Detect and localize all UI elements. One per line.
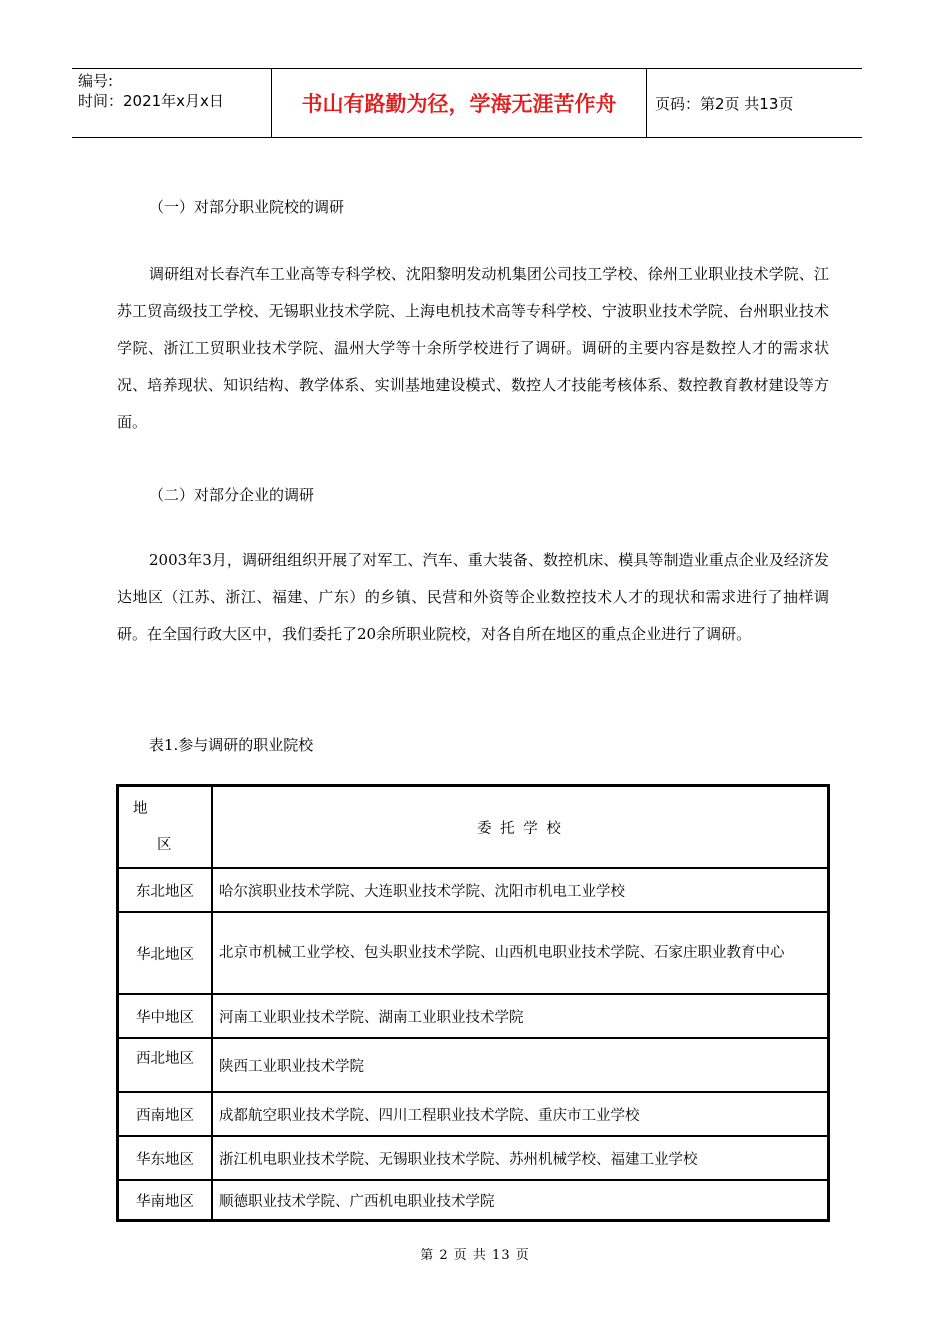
header-region-cell [118, 786, 212, 868]
section-body-1: 调研组对长春汽车工业高等专科学校、沈阳黎明发动机集团公司技工学校、徐州工业职业技术学院、江苏工贸高级技工学校、无锡职业技术学院、上海电机技术高等专科学校、宁波职业技术学院、台州职业技术学院、浙江工贸职业技术学院、温州大学等十余所学校进行了调研。调研的主要内容是数控人才的需求状况、培养现状、知识结构、教学体系、实训基地建设模式、数控人才技能考核体系、数控教育教材建设等方面。 [117, 265, 829, 431]
section-title-2: （二）对部分企业的调研 [149, 486, 315, 504]
table-row [118, 1038, 828, 1092]
page-footer: 第 2 页 共 13 页 [420, 1248, 530, 1263]
document-time-label: 时间：2021年x月x日 [78, 92, 224, 110]
schools-cell: 河南工业职业技术学院、湖南工业职业技术学院 [212, 994, 828, 1038]
document-number-label: 编号: [78, 72, 114, 90]
region-cell: 华北地区 [118, 912, 212, 994]
section-body-2: 2003年3月，调研组组织开展了对军工、汽车、重大装备、数控机床、模具等制造业重点企业及经济发达地区（江苏、浙江、福建、广东）的乡镇、民营和外资等企业数控技术人才的现状和需求进行了抽样调研。在全国行政大区中，我们委托了20余所职业院校，对各自所在地区的重点企业进行了调研。 [117, 551, 829, 643]
section-title-1: （一）对部分职业院校的调研 [149, 198, 345, 216]
schools-table [116, 784, 830, 1222]
region-cell: 华南地区 [118, 1180, 212, 1220]
schools-cell: 浙江机电职业技术学院、无锡职业技术学院、苏州机械学校、福建工业学校 [212, 1136, 828, 1180]
schools-cell: 北京市机械工业学校、包头职业技术学院、山西机电职业技术学院、石家庄职业教育中心 [212, 912, 828, 994]
schools-cell: 顺德职业技术学院、广西机电职业技术学院 [212, 1180, 828, 1220]
header-region-char-1: 地 [133, 801, 148, 817]
table-caption: 表1.参与调研的职业院校 [149, 736, 314, 754]
region-cell: 华中地区 [118, 994, 212, 1038]
header-meta [72, 69, 272, 137]
table-header-row [118, 786, 828, 868]
table-row [118, 1092, 828, 1136]
schools-cell: 陕西工业职业技术学院 [212, 1038, 828, 1092]
header-schools-cell: 委 托 学 校 [212, 786, 828, 868]
region-cell: 西北地区 [118, 1038, 212, 1092]
page-header [72, 68, 862, 138]
table-row [118, 994, 828, 1038]
table-row [118, 1136, 828, 1180]
table-row [118, 868, 828, 912]
header-motto: 书山有路勤为径，学海无涯苦作舟 [272, 69, 647, 137]
schools-cell: 成都航空职业技术学院、四川工程职业技术学院、重庆市工业学校 [212, 1092, 828, 1136]
region-cell: 西南地区 [118, 1092, 212, 1136]
schools-cell: 哈尔滨职业技术学院、大连职业技术学院、沈阳市机电工业学校 [212, 868, 828, 912]
header-page-info: 页码：第2页 共13页 [655, 94, 794, 113]
table-row [118, 1180, 828, 1220]
region-cell: 东北地区 [118, 868, 212, 912]
header-region-char-2: 区 [157, 837, 172, 853]
region-cell: 华东地区 [118, 1136, 212, 1180]
table-row [118, 912, 828, 994]
